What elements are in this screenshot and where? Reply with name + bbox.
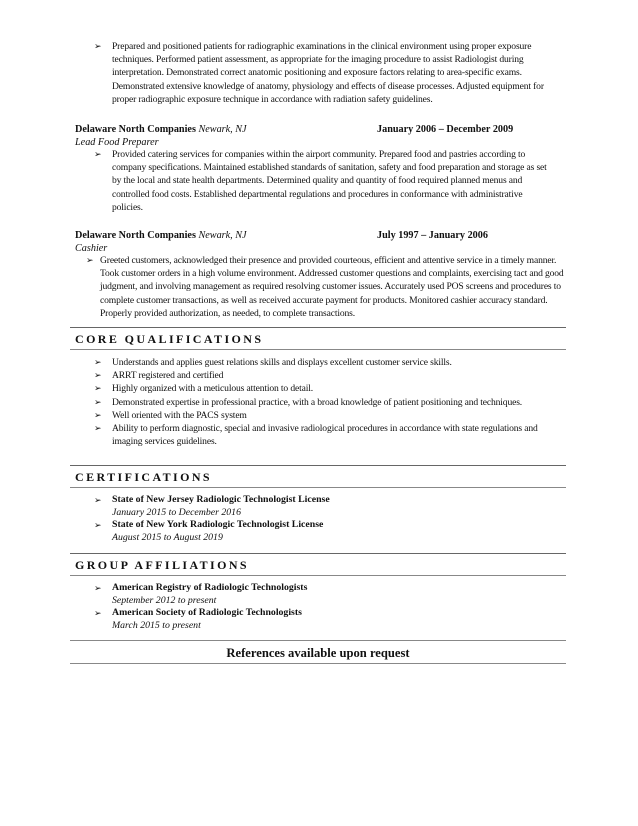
list-item [70, 369, 560, 382]
list-item [70, 519, 560, 544]
job-bullet-list [70, 148, 550, 214]
section-divider [70, 487, 566, 488]
certification-dates: August 2015 to August 2019 [112, 531, 223, 543]
list-item [70, 422, 560, 448]
bullet-text: Highly organized with a meticulous attention to detail. [112, 383, 313, 395]
job-entry [75, 230, 575, 256]
core-qualifications-list [70, 356, 560, 448]
job-bullet-list [70, 254, 565, 320]
list-item [70, 356, 560, 369]
job-title: Cashier [75, 242, 108, 254]
list-item [70, 254, 565, 320]
list-item [70, 494, 560, 519]
affiliation-name: American Society of Radiologic Technologists [112, 607, 302, 619]
bullet-text: Demonstrated expertise in professional practice, with a broad knowledge of patient positioning and techniques. [112, 396, 523, 408]
arrow-bullet-icon: ➢ [94, 396, 102, 407]
arrow-bullet-icon: ➢ [94, 41, 102, 51]
section-divider [70, 553, 566, 554]
section-heading: CERTIFICATIONS [75, 470, 212, 484]
arrow-bullet-icon: ➢ [94, 423, 102, 434]
job-location: Newark, NJ [198, 230, 247, 241]
bullet-text: Provided catering services for companies within the airport community. Prepared food and pastries according to company specifications. Maintained established standards of sanitation, safety and food preparation and storage as set by the local and state health departments. Determined quality and quantity of food required planned menus and controlled food costs. Established departmental regulations and procedures in conformance with administrative policies. [112, 149, 547, 213]
certifications-list [70, 494, 560, 544]
affiliations-list [70, 582, 560, 632]
list-item [70, 148, 550, 214]
company-name: Delaware North Companies [75, 124, 196, 135]
arrow-bullet-icon: ➢ [94, 608, 102, 619]
job-location: Newark, NJ [198, 124, 247, 135]
arrow-bullet-icon: ➢ [94, 583, 102, 593]
affiliation-dates: September 2012 to present [112, 594, 217, 606]
section-divider [70, 575, 566, 576]
arrow-bullet-icon: ➢ [94, 370, 102, 381]
job-title: Lead Food Preparer [75, 136, 159, 148]
company-name: Delaware North Companies [75, 230, 196, 241]
list-item [70, 396, 560, 409]
bullet-text: Ability to perform diagnostic, special and invasive radiological procedures in accordance with state regulations and imaging services guidelines. [112, 423, 538, 448]
job-dates: January 2006 – December 2009 [377, 124, 514, 135]
section-divider [70, 640, 566, 641]
section-heading: GROUP AFFILIATIONS [75, 558, 249, 572]
job-dates: July 1997 – January 2006 [377, 230, 488, 241]
arrow-bullet-icon: ➢ [94, 383, 102, 394]
arrow-bullet-icon: ➢ [94, 149, 102, 159]
bullet-text: Understands and applies guest relations skills and displays excellent customer service skills. [112, 357, 452, 368]
affiliation-name: American Registry of Radiologic Technologists [112, 582, 308, 593]
arrow-bullet-icon: ➢ [94, 495, 102, 505]
arrow-bullet-icon: ➢ [94, 409, 102, 420]
section-heading: CORE QUALIFICATIONS [75, 332, 264, 346]
bullet-text: Prepared and positioned patients for radiographic examinations in the clinical environment using proper exposure techniques. Performed patient assessment, as appropriate for the imaging procedure to assist Radiologist during interpretation. Demonstrated correct anatomic positioning and exposure factors relating to area-specific exams. Demonstrated extensive knowledge of anatomy, physiology and effects of disease processes. Adjusted equipment for proper radiographic exposure technique in accordance with radiation safety guidelines. [112, 41, 544, 105]
list-item [70, 40, 570, 106]
list-item [70, 607, 560, 632]
certification-dates: January 2015 to December 2016 [112, 506, 241, 518]
intro-bullet-list [70, 40, 570, 106]
arrow-bullet-icon: ➢ [86, 255, 94, 265]
arrow-bullet-icon: ➢ [94, 357, 102, 367]
bullet-text: ARRT registered and certified [112, 370, 224, 382]
section-divider [70, 663, 566, 664]
bullet-text: Well oriented with the PACS system [112, 409, 247, 421]
references-note: References available upon request [226, 646, 410, 660]
list-item [70, 382, 560, 395]
affiliation-dates: March 2015 to present [112, 619, 201, 631]
list-item [70, 409, 560, 422]
certification-name: State of New Jersey Radiologic Technologist License [112, 494, 330, 505]
section-divider [70, 465, 566, 466]
arrow-bullet-icon: ➢ [94, 520, 102, 531]
job-entry [75, 124, 575, 150]
bullet-text: Greeted customers, acknowledged their presence and provided courteous, efficient and attentive service in a timely manner. Took customer orders in a high volume environment. Addressed customer questions and complaints, exercising tact and good judgment, and involving management as required resolving customer issues. Accurately used POS screens and procedures to complete customer transactions, as well as received accurate payment for products. Monitored cashier accuracy standard. Properly provided authorization, as needed, to complete transactions. [100, 255, 564, 319]
certification-name: State of New York Radiologic Technologist License [112, 519, 324, 531]
list-item [70, 582, 560, 607]
section-divider [70, 349, 566, 350]
section-divider [70, 327, 566, 328]
